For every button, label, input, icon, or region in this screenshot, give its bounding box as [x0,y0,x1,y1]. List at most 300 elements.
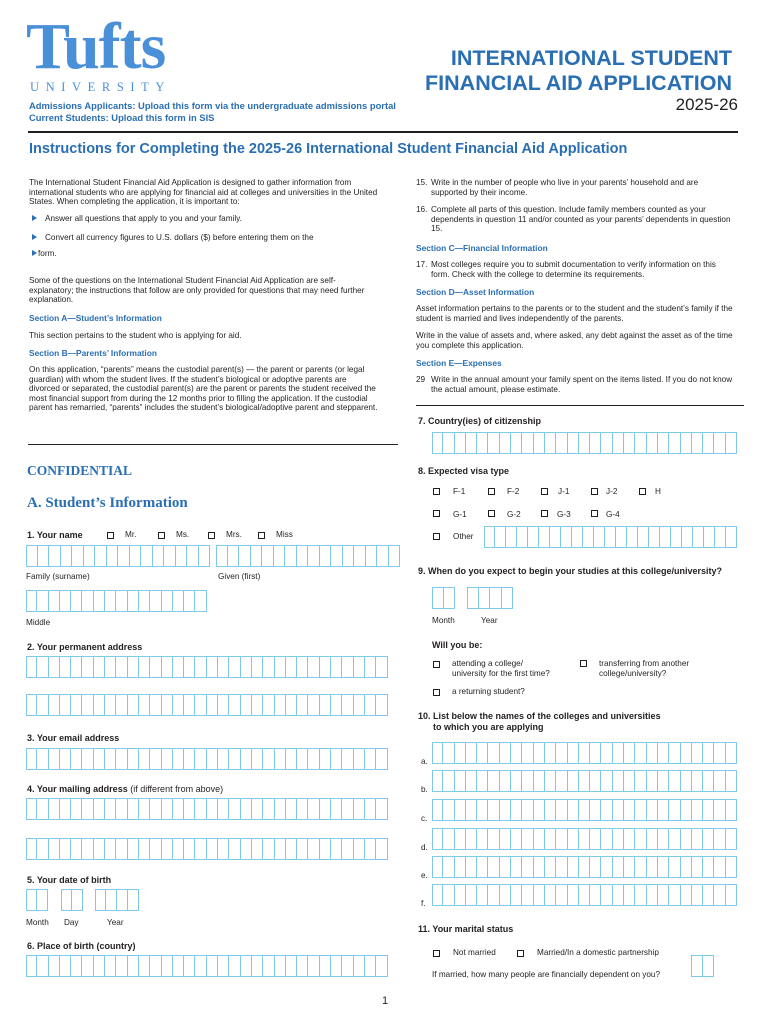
character-box[interactable] [692,742,703,764]
character-box[interactable] [274,545,286,567]
character-box[interactable] [107,545,119,567]
character-box[interactable] [195,656,206,678]
visa-j1-checkbox[interactable] [541,488,548,495]
character-box[interactable] [681,799,692,821]
character-box[interactable] [647,799,658,821]
character-box[interactable] [117,889,128,911]
character-box[interactable] [488,432,499,454]
character-box[interactable] [49,838,60,860]
character-box[interactable] [681,742,692,764]
character-box[interactable] [263,955,274,977]
character-box[interactable] [150,748,161,770]
character-box[interactable] [37,955,48,977]
character-box[interactable] [118,545,130,567]
character-box[interactable] [82,798,93,820]
character-box[interactable] [105,838,116,860]
character-box[interactable] [590,884,601,906]
character-box[interactable] [218,838,229,860]
character-box[interactable] [545,432,556,454]
character-box[interactable] [635,770,646,792]
character-box[interactable] [522,828,533,850]
character-box[interactable] [150,656,161,678]
character-box[interactable] [252,748,263,770]
character-box[interactable] [241,955,252,977]
character-box[interactable] [601,770,612,792]
character-box[interactable] [342,748,353,770]
visa-h-checkbox[interactable] [639,488,646,495]
character-box[interactable] [184,748,195,770]
permanent-address-line1[interactable] [26,656,388,678]
character-box[interactable] [681,828,692,850]
character-box[interactable] [37,590,48,612]
character-box[interactable] [116,590,127,612]
character-box[interactable] [342,798,353,820]
character-box[interactable] [511,799,522,821]
character-box[interactable] [616,526,627,548]
character-box[interactable] [681,432,692,454]
character-box[interactable] [726,828,737,850]
character-box[interactable] [365,955,376,977]
character-box[interactable] [455,884,466,906]
character-box[interactable] [275,748,286,770]
character-box[interactable] [308,838,319,860]
character-box[interactable] [71,798,82,820]
character-box[interactable] [343,545,355,567]
character-box[interactable] [82,955,93,977]
title-miss-checkbox[interactable] [258,532,265,539]
character-box[interactable] [556,884,567,906]
character-box[interactable] [241,838,252,860]
character-box[interactable] [354,838,365,860]
character-box[interactable] [365,694,376,716]
character-box[interactable] [195,955,206,977]
character-box[interactable] [506,526,517,548]
character-box[interactable] [37,889,48,911]
character-box[interactable] [308,955,319,977]
character-box[interactable] [522,742,533,764]
character-box[interactable] [477,770,488,792]
character-box[interactable] [703,742,714,764]
character-box[interactable] [488,770,499,792]
character-box[interactable] [286,798,297,820]
character-box[interactable] [139,838,150,860]
character-box[interactable] [229,838,240,860]
character-box[interactable] [568,799,579,821]
character-box[interactable] [195,748,206,770]
character-box[interactable] [218,656,229,678]
character-box[interactable] [545,742,556,764]
character-box[interactable] [218,798,229,820]
title-ms-checkbox[interactable] [158,532,165,539]
character-box[interactable] [61,545,73,567]
character-box[interactable] [195,838,206,860]
character-box[interactable] [71,656,82,678]
character-box[interactable] [726,799,737,821]
character-box[interactable] [703,856,714,878]
character-box[interactable] [594,526,605,548]
character-box[interactable] [297,838,308,860]
character-box[interactable] [579,828,590,850]
character-box[interactable] [572,526,583,548]
character-box[interactable] [579,856,590,878]
character-box[interactable] [692,856,703,878]
college-name-field[interactable] [432,770,737,792]
character-box[interactable] [658,770,669,792]
character-box[interactable] [173,748,184,770]
character-box[interactable] [590,770,601,792]
character-box[interactable] [207,656,218,678]
character-box[interactable] [432,432,443,454]
character-box[interactable] [466,884,477,906]
character-box[interactable] [466,742,477,764]
character-box[interactable] [252,838,263,860]
character-box[interactable] [726,742,737,764]
character-box[interactable] [173,656,184,678]
email-address-field[interactable] [26,748,388,770]
character-box[interactable] [49,694,60,716]
character-box[interactable] [366,545,378,567]
character-box[interactable] [579,770,590,792]
character-box[interactable] [229,694,240,716]
character-box[interactable] [37,748,48,770]
character-box[interactable] [556,432,567,454]
character-box[interactable] [116,955,127,977]
character-box[interactable] [49,656,60,678]
character-box[interactable] [703,955,715,977]
character-box[interactable] [263,656,274,678]
character-box[interactable] [37,694,48,716]
character-box[interactable] [49,545,61,567]
character-box[interactable] [71,748,82,770]
character-box[interactable] [285,545,297,567]
character-box[interactable] [714,432,725,454]
character-box[interactable] [477,432,488,454]
character-box[interactable] [308,656,319,678]
character-box[interactable] [579,742,590,764]
character-box[interactable] [703,828,714,850]
character-box[interactable] [455,828,466,850]
character-box[interactable] [703,432,714,454]
character-box[interactable] [635,799,646,821]
character-box[interactable] [342,955,353,977]
character-box[interactable] [658,884,669,906]
character-box[interactable] [72,545,84,567]
college-name-field[interactable] [432,828,737,850]
character-box[interactable] [297,656,308,678]
character-box[interactable] [714,799,725,821]
character-box[interactable] [726,526,737,548]
character-box[interactable] [297,798,308,820]
character-box[interactable] [320,838,331,860]
character-box[interactable] [139,748,150,770]
given-name-field[interactable] [216,545,400,567]
character-box[interactable] [49,590,60,612]
character-box[interactable] [624,856,635,878]
character-box[interactable] [286,694,297,716]
character-box[interactable] [37,838,48,860]
college-name-field[interactable] [432,742,737,764]
character-box[interactable] [60,955,71,977]
character-box[interactable] [671,526,682,548]
character-box[interactable] [579,432,590,454]
visa-other-checkbox[interactable] [433,533,440,540]
character-box[interactable] [500,828,511,850]
character-box[interactable] [635,884,646,906]
character-box[interactable] [479,587,491,609]
character-box[interactable] [49,955,60,977]
character-box[interactable] [94,838,105,860]
character-box[interactable] [60,798,71,820]
character-box[interactable] [263,798,274,820]
character-box[interactable] [128,798,139,820]
character-box[interactable] [241,656,252,678]
character-box[interactable] [534,884,545,906]
character-box[interactable] [477,884,488,906]
character-box[interactable] [432,742,443,764]
character-box[interactable] [184,656,195,678]
character-box[interactable] [377,545,389,567]
character-box[interactable] [669,432,680,454]
character-box[interactable] [116,798,127,820]
character-box[interactable] [139,656,150,678]
character-box[interactable] [229,656,240,678]
character-box[interactable] [601,742,612,764]
character-box[interactable] [613,770,624,792]
character-box[interactable] [60,590,71,612]
character-box[interactable] [502,587,514,609]
character-box[interactable] [669,770,680,792]
character-box[interactable] [116,694,127,716]
character-box[interactable] [376,656,387,678]
character-box[interactable] [692,828,703,850]
character-box[interactable] [511,742,522,764]
character-box[interactable] [522,884,533,906]
character-box[interactable] [153,545,165,567]
character-box[interactable] [590,828,601,850]
character-box[interactable] [195,798,206,820]
character-box[interactable] [534,742,545,764]
character-box[interactable] [38,545,50,567]
character-box[interactable] [207,798,218,820]
start-year-field[interactable] [467,587,513,609]
character-box[interactable] [105,656,116,678]
character-box[interactable] [128,694,139,716]
character-box[interactable] [590,432,601,454]
character-box[interactable] [72,889,83,911]
visa-g1-checkbox[interactable] [433,510,440,517]
character-box[interactable] [432,587,444,609]
character-box[interactable] [528,526,539,548]
character-box[interactable] [82,748,93,770]
first-time-checkbox[interactable] [433,661,440,668]
character-box[interactable] [714,856,725,878]
character-box[interactable] [71,838,82,860]
character-box[interactable] [522,770,533,792]
character-box[interactable] [568,432,579,454]
character-box[interactable] [37,656,48,678]
family-name-field[interactable] [26,545,210,567]
character-box[interactable] [275,656,286,678]
character-box[interactable] [511,884,522,906]
character-box[interactable] [71,590,82,612]
character-box[interactable] [354,798,365,820]
character-box[interactable] [82,838,93,860]
title-mrs-checkbox[interactable] [208,532,215,539]
character-box[interactable] [583,526,594,548]
character-box[interactable] [545,799,556,821]
character-box[interactable] [252,656,263,678]
college-name-field[interactable] [432,799,737,821]
character-box[interactable] [669,856,680,878]
character-box[interactable] [389,545,401,567]
character-box[interactable] [669,742,680,764]
character-box[interactable] [635,828,646,850]
character-box[interactable] [500,884,511,906]
character-box[interactable] [320,955,331,977]
character-box[interactable] [443,828,454,850]
character-box[interactable] [94,955,105,977]
character-box[interactable] [130,545,142,567]
character-box[interactable] [613,884,624,906]
character-box[interactable] [624,742,635,764]
character-box[interactable] [613,856,624,878]
character-box[interactable] [128,748,139,770]
character-box[interactable] [139,694,150,716]
character-box[interactable] [467,587,479,609]
character-box[interactable] [228,545,240,567]
character-box[interactable] [94,590,105,612]
character-box[interactable] [624,828,635,850]
character-box[interactable] [568,856,579,878]
character-box[interactable] [252,798,263,820]
character-box[interactable] [275,838,286,860]
character-box[interactable] [82,590,93,612]
character-box[interactable] [241,798,252,820]
character-box[interactable] [466,828,477,850]
college-name-field[interactable] [432,884,737,906]
character-box[interactable] [105,590,116,612]
character-box[interactable] [297,955,308,977]
character-box[interactable] [443,884,454,906]
character-box[interactable] [432,884,443,906]
transfer-checkbox[interactable] [580,660,587,667]
character-box[interactable] [184,838,195,860]
character-box[interactable] [173,955,184,977]
character-box[interactable] [49,798,60,820]
character-box[interactable] [286,955,297,977]
character-box[interactable] [658,742,669,764]
character-box[interactable] [658,828,669,850]
character-box[interactable] [184,590,195,612]
character-box[interactable] [660,526,671,548]
character-box[interactable] [601,799,612,821]
character-box[interactable] [517,526,528,548]
character-box[interactable] [26,545,38,567]
character-box[interactable] [556,856,567,878]
character-box[interactable] [128,955,139,977]
character-box[interactable] [692,799,703,821]
character-box[interactable] [490,587,502,609]
character-box[interactable] [60,694,71,716]
character-box[interactable] [94,748,105,770]
character-box[interactable] [187,545,199,567]
character-box[interactable] [195,694,206,716]
character-box[interactable] [150,838,161,860]
character-box[interactable] [658,856,669,878]
character-box[interactable] [207,955,218,977]
character-box[interactable] [241,748,252,770]
character-box[interactable] [455,432,466,454]
character-box[interactable] [342,838,353,860]
character-box[interactable] [141,545,153,567]
character-box[interactable] [263,748,274,770]
character-box[interactable] [601,432,612,454]
character-box[interactable] [693,526,704,548]
character-box[interactable] [139,590,150,612]
character-box[interactable] [49,748,60,770]
character-box[interactable] [342,694,353,716]
character-box[interactable] [658,432,669,454]
character-box[interactable] [263,838,274,860]
character-box[interactable] [150,590,161,612]
character-box[interactable] [624,770,635,792]
character-box[interactable] [556,799,567,821]
character-box[interactable] [275,694,286,716]
character-box[interactable] [488,799,499,821]
character-box[interactable] [432,828,443,850]
character-box[interactable] [308,748,319,770]
character-box[interactable] [116,748,127,770]
character-box[interactable] [455,770,466,792]
character-box[interactable] [613,828,624,850]
character-box[interactable] [681,884,692,906]
character-box[interactable] [601,884,612,906]
character-box[interactable] [477,742,488,764]
character-box[interactable] [488,828,499,850]
character-box[interactable] [60,748,71,770]
character-box[interactable] [638,526,649,548]
character-box[interactable] [605,526,616,548]
character-box[interactable] [692,770,703,792]
character-box[interactable] [534,770,545,792]
character-box[interactable] [568,770,579,792]
character-box[interactable] [627,526,638,548]
character-box[interactable] [432,770,443,792]
character-box[interactable] [105,694,116,716]
character-box[interactable] [263,694,274,716]
character-box[interactable] [647,884,658,906]
character-box[interactable] [556,770,567,792]
character-box[interactable] [354,748,365,770]
character-box[interactable] [286,838,297,860]
character-box[interactable] [162,838,173,860]
character-box[interactable] [455,799,466,821]
character-box[interactable] [320,656,331,678]
character-box[interactable] [26,748,37,770]
character-box[interactable] [320,545,332,567]
character-box[interactable] [365,656,376,678]
character-box[interactable] [624,884,635,906]
character-box[interactable] [320,798,331,820]
character-box[interactable] [82,694,93,716]
character-box[interactable] [714,828,725,850]
character-box[interactable] [681,856,692,878]
character-box[interactable] [443,799,454,821]
character-box[interactable] [26,955,37,977]
character-box[interactable] [556,742,567,764]
birth-day-field[interactable] [61,889,83,911]
character-box[interactable] [692,884,703,906]
